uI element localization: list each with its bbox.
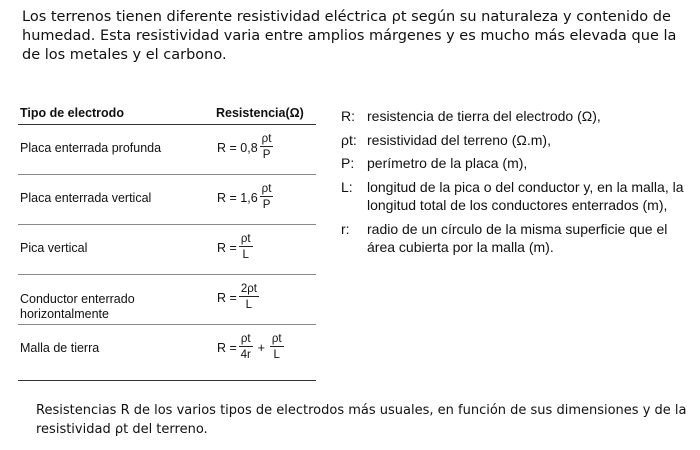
- table-row: [18, 225, 316, 275]
- legend-item: [341, 154, 686, 173]
- plus-sign: +: [257, 340, 265, 355]
- electrode-name: Pica vertical: [20, 241, 88, 255]
- resistance-formula: [217, 183, 275, 212]
- table-row: [18, 175, 316, 225]
- legend-item: [341, 220, 686, 257]
- legend-text: resistencia de tierra del electrodo (Ω),: [367, 108, 601, 124]
- resistance-formula: [217, 283, 261, 312]
- fraction-denominator: P: [262, 149, 271, 161]
- fraction-numerator: ρt: [261, 183, 272, 195]
- table-row: [18, 275, 316, 325]
- formula-fraction: [239, 283, 259, 312]
- fraction-denominator: L: [273, 349, 280, 361]
- fraction-numerator: ρt: [240, 333, 251, 345]
- legend-symbol: ρt:: [341, 131, 357, 148]
- resistance-formula: [217, 233, 255, 262]
- legend-text: longitud de la pica o del conductor y, en la malla, la longitud total de los conductores enterrados (m),: [367, 178, 684, 213]
- legend-symbol: L:: [341, 178, 353, 195]
- table-row: [18, 325, 316, 381]
- resistance-formula: [217, 333, 286, 362]
- legend-item: [341, 178, 686, 215]
- fraction-numerator: ρt: [271, 333, 282, 345]
- figure-caption: Resistencias R de los varios tipos de electrodos más usuales, en función de sus dimensiones y de la resistividad ρt del terreno.: [36, 403, 687, 437]
- formula-fraction: [260, 133, 274, 162]
- column-header-electrode-type: Tipo de electrodo: [20, 106, 124, 120]
- legend-symbol: P:: [341, 155, 355, 171]
- legend-symbol: R:: [341, 108, 355, 124]
- fraction-denominator: L: [242, 249, 249, 261]
- table-header: [18, 100, 316, 125]
- formula-prefix: R = 0,8: [217, 140, 258, 155]
- fraction-numerator: ρt: [240, 233, 251, 245]
- column-header-resistance: Resistencia(Ω): [216, 106, 304, 120]
- fraction-numerator: ρt: [261, 133, 272, 145]
- fraction-denominator: P: [262, 199, 271, 211]
- formula-fraction: [239, 333, 253, 362]
- symbol-legend: [341, 107, 686, 262]
- fraction-denominator: L: [245, 299, 253, 311]
- electrode-name: Placa enterrada profunda: [20, 141, 162, 155]
- electrode-table: [18, 100, 316, 381]
- resistance-formula: [217, 133, 275, 162]
- formula-fraction: [270, 333, 284, 362]
- electrode-name: Placa enterrada vertical: [20, 191, 152, 205]
- electrode-name-line1: Conductor enterrado: [20, 292, 135, 306]
- formula-fraction: [239, 233, 253, 262]
- intro-paragraph: Los terrenos tienen diferente resistividad eléctrica ρt según su naturaleza y contenido de humedad. Esta resistividad varia entre amplios márgenes y es mucho más elevada que la de los metales y el carbono.: [22, 9, 677, 63]
- legend-text: resistividad del terreno (Ω.m),: [367, 131, 551, 148]
- electrode-name: Malla de tierra: [20, 341, 100, 355]
- fraction-denominator: 4r: [240, 349, 251, 361]
- formula-fraction: [260, 183, 274, 212]
- formula-prefix: R =: [217, 240, 237, 255]
- legend-item: [341, 107, 686, 126]
- fraction-numerator: 2ρt: [240, 283, 257, 295]
- legend-text: perímetro de la placa (m),: [367, 155, 528, 171]
- legend-symbol: r:: [341, 220, 350, 237]
- formula-prefix: R =: [217, 340, 237, 355]
- legend-text: radio de un círculo de la misma superficie que el área cubierta por la malla (m).: [367, 220, 668, 255]
- electrode-name-line2: horizontalmente: [20, 307, 109, 321]
- formula-prefix: R =: [217, 290, 237, 305]
- legend-item: [341, 131, 686, 150]
- table-row: [18, 125, 316, 175]
- electrode-name: [20, 292, 210, 322]
- formula-prefix: R = 1,6: [217, 190, 258, 205]
